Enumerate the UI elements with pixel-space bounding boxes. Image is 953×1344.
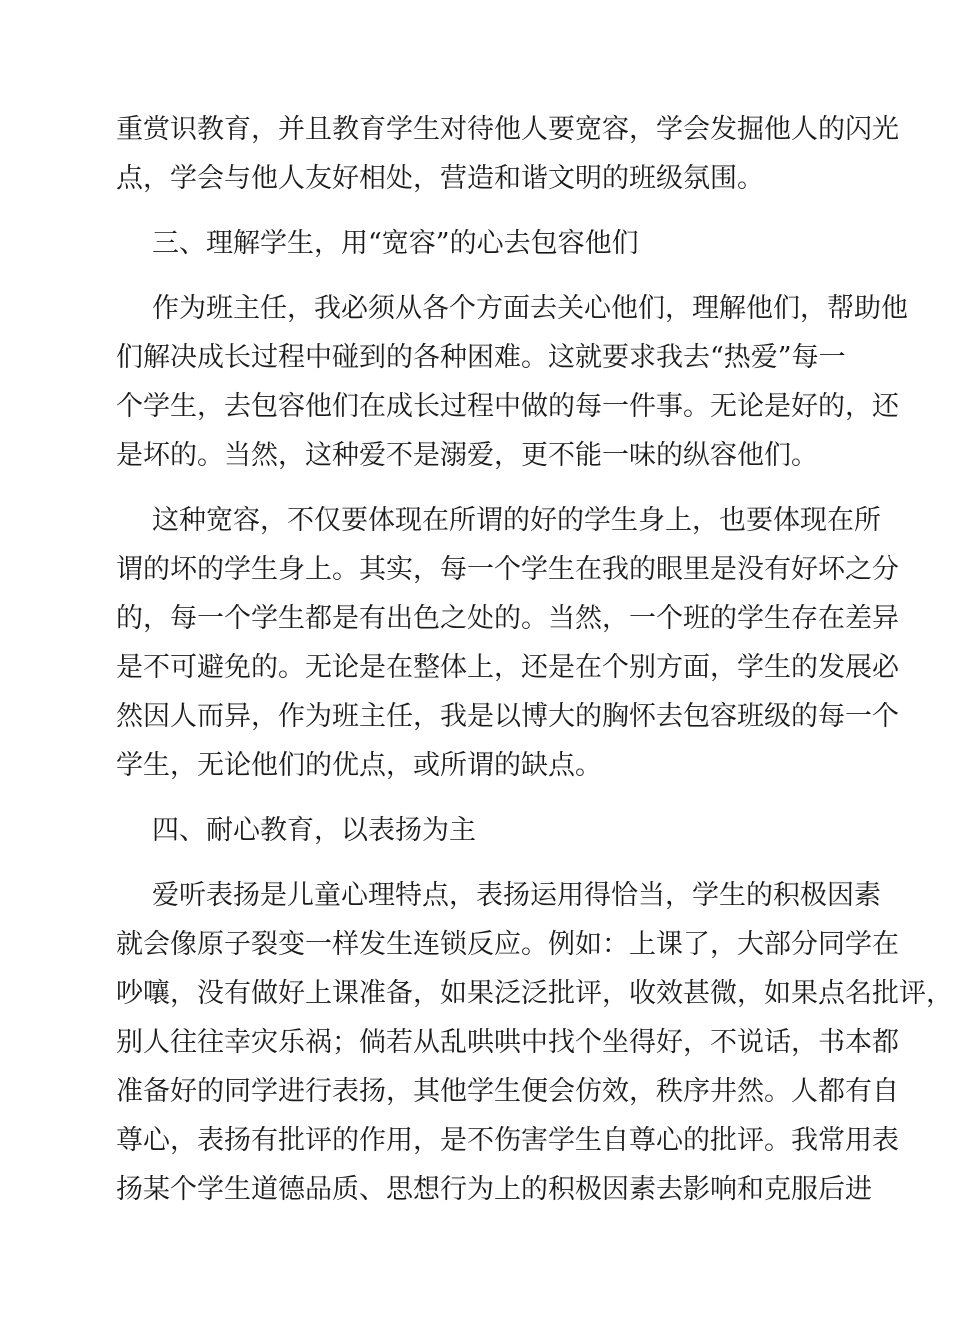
text-line: 别人往往幸灾乐祸；倘若从乱哄哄中找个坐得好，不说话，书本都 (116, 1027, 899, 1058)
text-line: 重赏识教育，并且教育学生对待他人要宽容，学会发掘他人的闪光 (116, 114, 899, 145)
text-line: 是不可避免的。无论是在整体上，还是在个别方面，学生的发展必 (116, 652, 899, 683)
text-line: 的，每一个学生都是有出色之处的。当然，一个班的学生存在差异 (116, 603, 899, 634)
text-line: 然因人而异，作为班主任，我是以博大的胸怀去包容班级的每一个 (116, 701, 899, 732)
text-line: 点，学会与他人友好相处，营造和谐文明的班级氛围。 (116, 163, 764, 194)
section-heading-3 (116, 219, 834, 268)
text-line: 学生，无论他们的优点，或所谓的缺点。 (116, 750, 602, 781)
text-line: 准备好的同学进行表扬，其他学生便会仿效，秩序井然。人都有自 (116, 1076, 899, 1107)
document-body (116, 105, 953, 1230)
text-line: 个学生，去包容他们在成长过程中做的每一件事。无论是好的，还 (116, 391, 899, 422)
text-line: 爱听表扬是儿童心理特点，表扬运用得恰当，学生的积极因素 (152, 880, 881, 911)
text-line: 谓的坏的学生身上。其实，每一个学生在我的眼里是没有好坏之分 (116, 554, 899, 585)
text-line: 吵嚷，没有做好上课准备，如果泛泛批评，收效甚微，如果点名批评， (116, 978, 953, 1009)
paragraph-tolerance (116, 496, 899, 790)
text-line: 作为班主任，我必须从各个方面去关心他们，理解他们，帮助他 (152, 293, 908, 324)
text-line: 是坏的。当然，这种爱不是溺爱，更不能一味的纵容他们。 (116, 440, 818, 471)
text-line: 尊心，表扬有批评的作用，是不伤害学生自尊心的批评。我常用表 (116, 1125, 899, 1156)
text-line: 就会像原子裂变一样发生连锁反应。例如：上课了，大部分同学在 (116, 929, 899, 960)
section-heading-4 (116, 806, 834, 855)
text-line: 扬某个学生道德品质、思想行为上的积极因素去影响和克服后进 (116, 1174, 872, 1205)
text-line: 们解决成长过程中碰到的各种困难。这就要求我去“热爱”每一 (116, 342, 846, 373)
heading-text: 三、理解学生，用“宽容”的心去包容他们 (152, 228, 639, 259)
text-line: 这种宽容，不仅要体现在所谓的好的学生身上，也要体现在所 (152, 505, 881, 536)
paragraph-understanding (116, 284, 908, 480)
paragraph-continuation (116, 105, 899, 203)
heading-text: 四、耐心教育，以表扬为主 (152, 815, 476, 846)
paragraph-praise (116, 871, 953, 1214)
